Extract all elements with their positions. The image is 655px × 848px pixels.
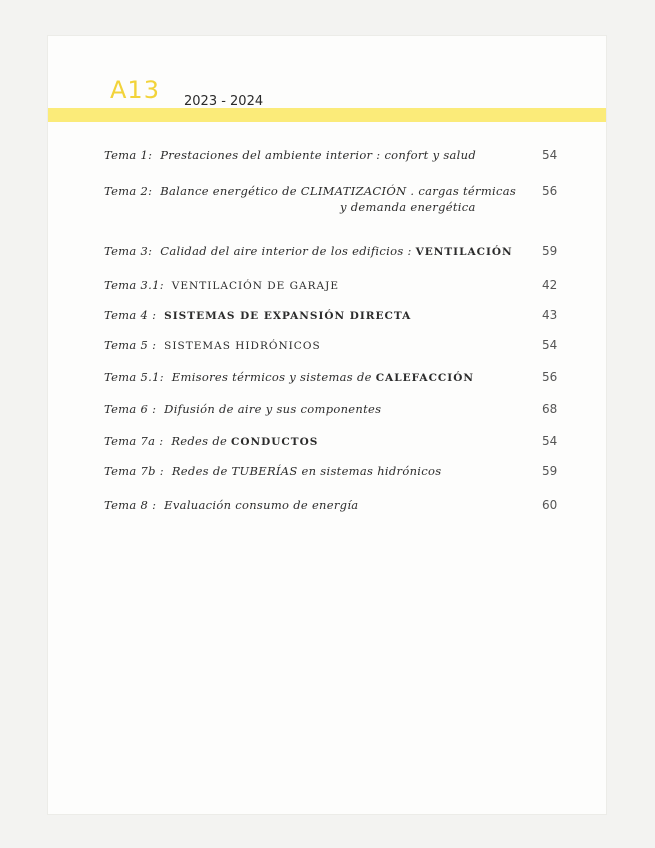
toc-label: Tema 3: Calidad del aire interior de los edificios : VENTILACIÓN	[104, 244, 513, 258]
toc-page-number: 54	[542, 434, 558, 448]
toc-page-number: 42	[542, 278, 558, 292]
toc-label: Tema 4 : SISTEMAS DE EXPANSIÓN DIRECTA	[104, 308, 412, 322]
toc-page-number: 68	[542, 402, 558, 416]
table-of-contents	[48, 36, 606, 814]
toc-page-number: 56	[542, 184, 558, 198]
toc-label: Tema 7b : Redes de TUBERÍAS en sistemas hidrónicos	[104, 464, 442, 478]
toc-page-number: 60	[542, 498, 558, 512]
toc-label: Tema 7a : Redes de CONDUCTOS	[104, 434, 319, 448]
toc-page-number: 56	[542, 370, 558, 384]
toc-page-number: 54	[542, 338, 558, 352]
course-code: A13	[110, 76, 160, 104]
toc-label: Tema 2: Balance energético de CLIMATIZACIÓN . cargas térmicas y demanda energética	[104, 184, 517, 214]
toc-label: Tema 1: Prestaciones del ambiente interior : confort y salud	[104, 148, 477, 162]
toc-page-number: 59	[542, 244, 558, 258]
toc-label: Tema 5.1: Emisores térmicos y sistemas de CALEFACCIÓN	[104, 370, 474, 384]
toc-label: Tema 6 : Difusión de aire y sus componentes	[104, 402, 382, 416]
notebook-page	[48, 36, 606, 814]
toc-label: Tema 5 : SISTEMAS HIDRÓNICOS	[104, 338, 321, 352]
toc-label: Tema 8 : Evaluación consumo de energía	[104, 498, 359, 512]
toc-page-number: 54	[542, 148, 558, 162]
toc-page-number: 59	[542, 464, 558, 478]
academic-year: 2023 - 2024	[184, 94, 264, 109]
toc-page-number: 43	[542, 308, 558, 322]
toc-label: Tema 3.1: VENTILACIÓN DE GARAJE	[104, 278, 340, 292]
